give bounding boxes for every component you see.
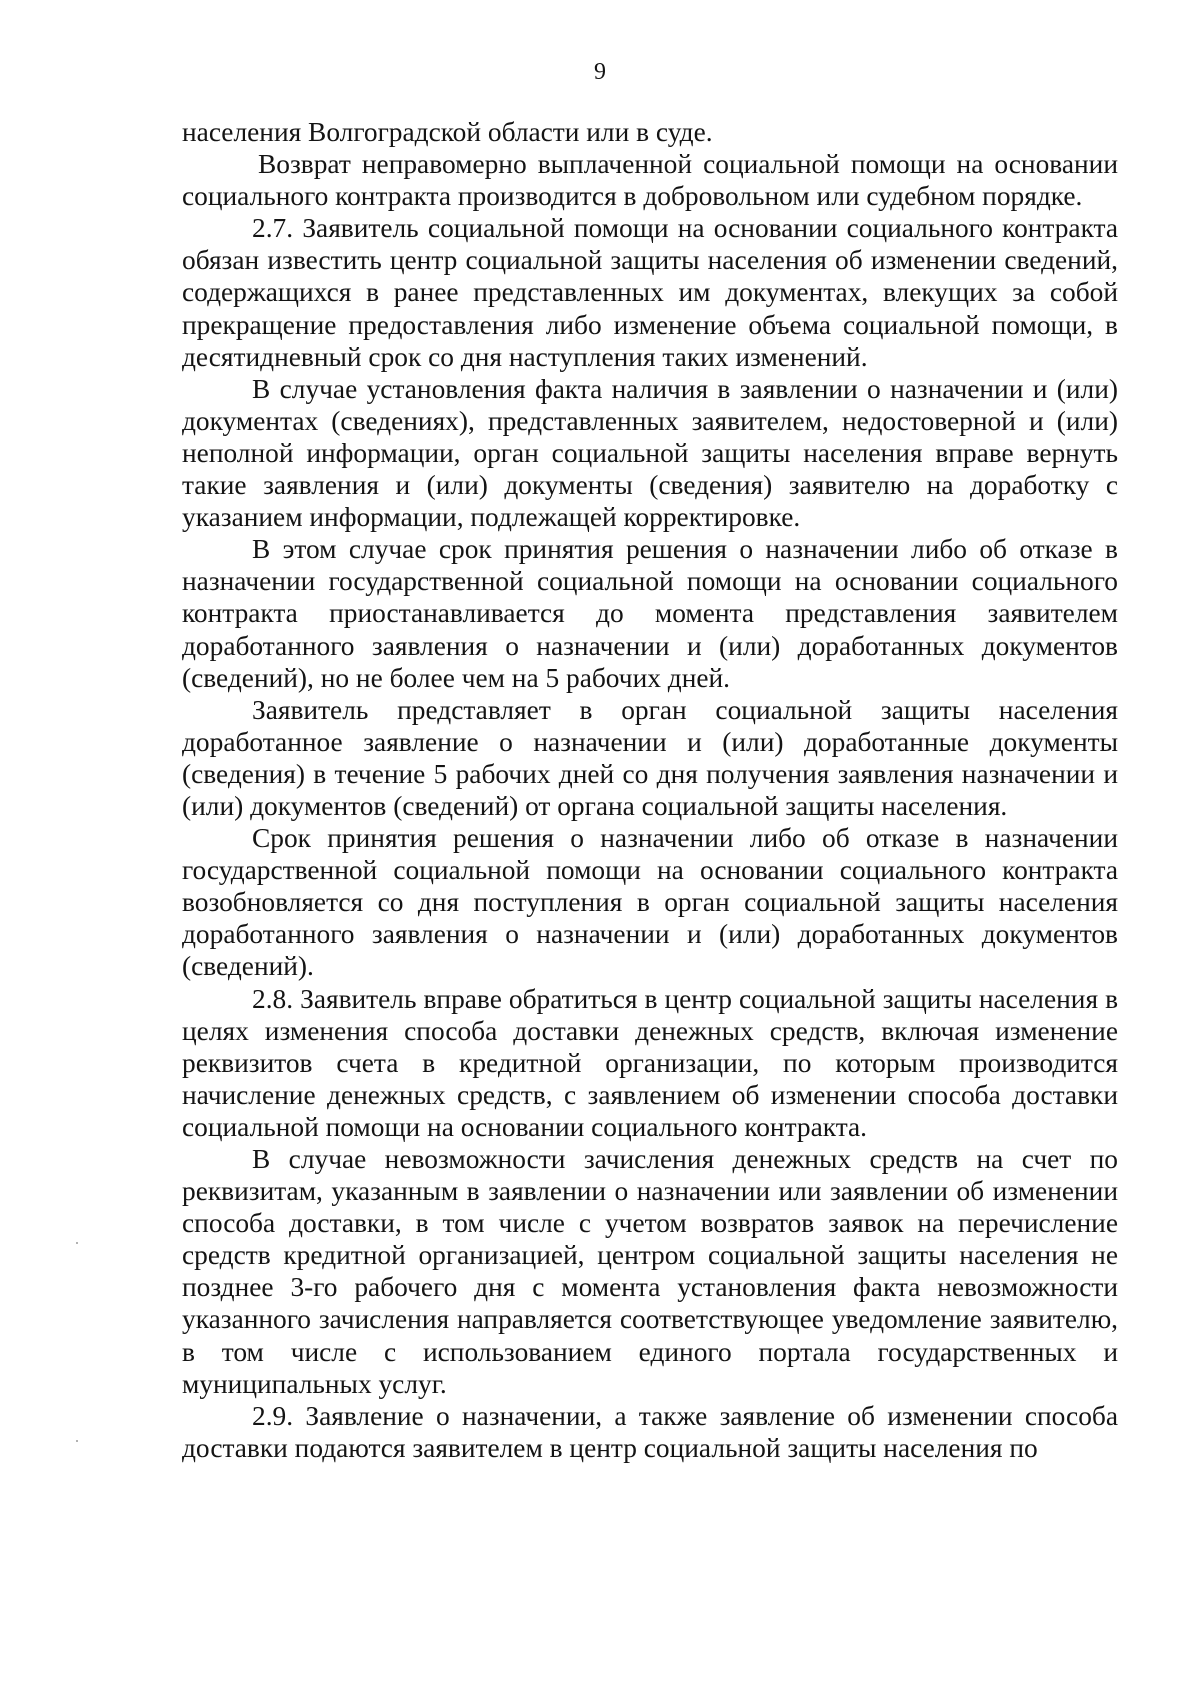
scan-speck [76, 1242, 78, 1244]
scan-speck [76, 1440, 78, 1442]
paragraph-unreliable-info: В случае установления факта наличия в заявлении о назначении и (или) документах (сведениях), представленных заявителем, недостоверной и (или) неполной информации, орган социальной защиты населения вправе вернуть такие заявления и (или) документы (сведения) заявителю на доработку с указанием информации, подлежащей корректировке. [182, 373, 1118, 533]
paragraph-suspension: В этом случае срок принятия решения о назначении либо об отказе в назначении государственной социальной помощи на основании социального контракта приостанавливается до момента представления заявителем доработанного заявления о назначении и (или) доработанных документов (сведений), но не более чем на 5 рабочих дней. [182, 534, 1118, 693]
paragraph-resumption: Срок принятия решения о назначении либо об отказе в назначении государственной социальной помощи на основании социального контракта возобновляется со дня поступления в орган социальной защиты населения доработанного заявления о назначении и (или) доработанных документов (сведений). [182, 823, 1118, 982]
page-number: 9 [594, 59, 606, 85]
paragraph-resubmission: Заявитель представляет в орган социальной защиты населения доработанное заявление о назначении и (или) доработанные документы (сведения) в течение 5 рабочих дней со дня получения заявления назначении и (или) документов (сведений) от органа социальной защиты населения. [182, 694, 1118, 821]
paragraph-2-7: 2.7. Заявитель социальной помощи на основании социального контракта обязан известить центр социальной защиты населения об изменении сведений, содержащихся в ранее представленных им документах, влекущих за собой прекращение предоставления либо изменение объема социальной помощи, в десятидневный срок со дня наступления таких изменений. [182, 213, 1118, 372]
document-body [182, 116, 1118, 1464]
paragraph-2-9: 2.9. Заявление о назначении, а также заявление об изменении способа доставки подаются заявителем в центр социальной защиты населения по [182, 1400, 1118, 1463]
paragraph-crediting-failure: В случае невозможности зачисления денежных средств на счет по реквизитам, указанным в заявлении о назначении или заявлении об изменении способа доставки, в том числе с учетом возвратов заявок на перечисление средств кредитной организацией, центром социальной защиты населения не позднее 3-го рабочего дня с момента установления факта невозможности указанного зачисления направляется соответствующее уведомление заявителю, в том числе с использованием единого портала государственных и муниципальных услуг. [182, 1144, 1118, 1399]
paragraph-refund: Возврат неправомерно выплаченной социальной помощи на основании социального контракта производится в добровольном или судебном порядке. [182, 149, 1118, 212]
paragraph-2-8: 2.8. Заявитель вправе обратиться в центр социальной защиты населения в целях изменения способа доставки денежных средств, включая изменение реквизитов счета в кредитной организации, по которым производится начисление денежных средств, с заявлением об изменении способа доставки социальной помощи на основании социального контракта. [182, 983, 1118, 1142]
paragraph-continuation: населения Волгоградской области или в суде. [182, 117, 713, 147]
